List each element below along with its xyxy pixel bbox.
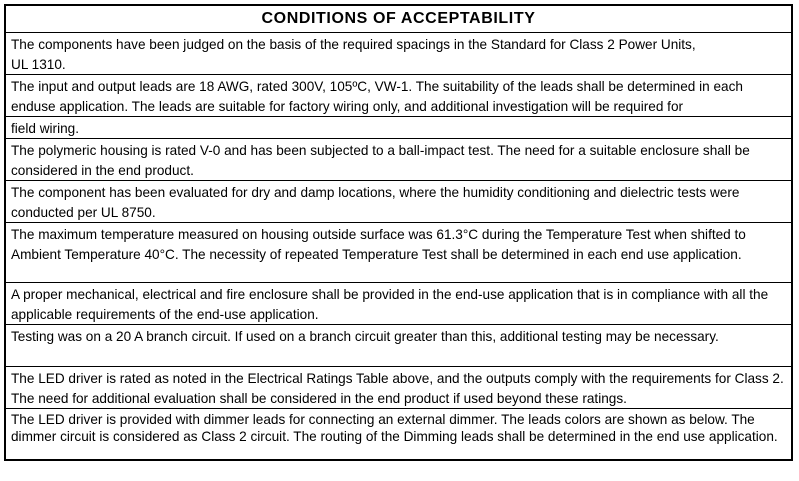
condition-row: A proper mechanical, electrical and fire enclosure shall be provided in the end-use application that is in compliance with all the applicable requirements of the end-use application.	[6, 283, 791, 325]
condition-row: The LED driver is rated as noted in the Electrical Ratings Table above, and the outputs comply with the requirements for Class 2. The need for additional evaluation shall be considered in the end product if used beyond these ratings.	[6, 367, 791, 409]
condition-row: The input and output leads are 18 AWG, rated 300V, 105ºC, VW-1. The suitability of the leads shall be determined in each enduse application. The leads are suitable for factory wiring only, and additional investigation will be required for	[6, 75, 791, 117]
condition-row: The LED driver is provided with dimmer leads for connecting an external dimmer. The leads colors are shown as below. The dimmer circuit is considered as Class 2 circuit. The routing of the Dimming leads shall be determined in the end use application.	[11, 412, 778, 444]
condition-row: The components have been judged on the basis of the required spacings in the Standard for Class 2 Power Units, UL 1310.	[6, 33, 791, 75]
condition-row: The polymeric housing is rated V-0 and has been subjected to a ball-impact test. The need for a suitable enclosure shall be considered in the end product.	[6, 139, 791, 181]
condition-row: The maximum temperature measured on housing outside surface was 61.3°C during the Temperature Test when shifted to Ambient Temperature 40°C. The necessity of repeated Temperature Test shall be determined in each end use application.	[6, 223, 791, 283]
conditions-table	[4, 4, 793, 461]
table-title: CONDITIONS OF ACCEPTABILITY	[6, 6, 791, 33]
condition-row: Testing was on a 20 A branch circuit. If used on a branch circuit greater than this, additional testing may be necessary.	[6, 325, 791, 367]
condition-row: field wiring.	[6, 117, 791, 139]
condition-row: The component has been evaluated for dry and damp locations, where the humidity conditioning and dielectric tests were conducted per UL 8750.	[6, 181, 791, 223]
